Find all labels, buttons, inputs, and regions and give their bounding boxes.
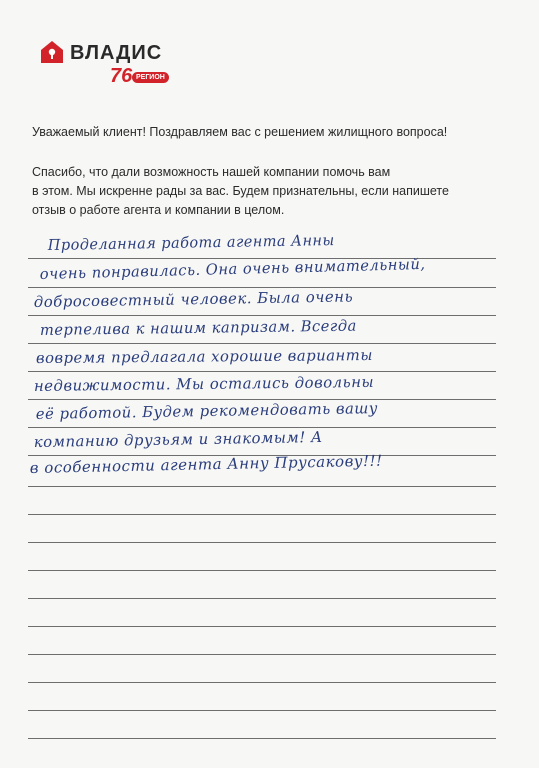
region-number: 76 [110,65,133,87]
intro-line: в этом. Мы искренне рады за вас. Будем признательны, если напишете [32,184,449,198]
ruled-line [28,682,496,683]
ruled-line [28,710,496,711]
ruled-line [28,738,496,739]
intro-line: Спасибо, что дали возможность нашей компании помочь вам [32,165,391,179]
ruled-line [28,598,496,599]
intro-line: отзыв о работе агента и компании в целом. [32,203,285,217]
brand-name: ВЛАДИС [70,42,163,64]
ruled-line [28,654,496,655]
handwritten-line: в особенности агента Анну Прусакову!!! [29,451,383,477]
handwritten-line: её работой. Будем рекомендовать вашу [35,399,379,423]
ruled-line [28,626,496,627]
ruled-line [28,570,496,571]
region-label: РЕГИОН [132,72,169,83]
handwritten-line: недвижимости. Мы остались довольны [33,372,375,395]
ruled-line [28,486,496,487]
handwritten-line: Проделанная работа агента Анны [47,230,335,254]
handwritten-line: терпелива к нашим капризам. Всегда [39,316,357,339]
handwritten-line: очень понравилась. Она очень внимательный, [39,254,426,283]
ruled-line [28,542,496,543]
greeting-text: Уважаемый клиент! Поздравляем вас с решением жилищного вопроса! [32,125,448,139]
handwritten-line: компанию друзьям и знакомым! А [33,427,323,451]
handwritten-line: добросовестный человек. Была очень [33,287,354,311]
handwritten-line: вовремя предлагала хорошие варианты [35,346,373,367]
ruled-line [28,514,496,515]
ruled-line [28,343,496,344]
